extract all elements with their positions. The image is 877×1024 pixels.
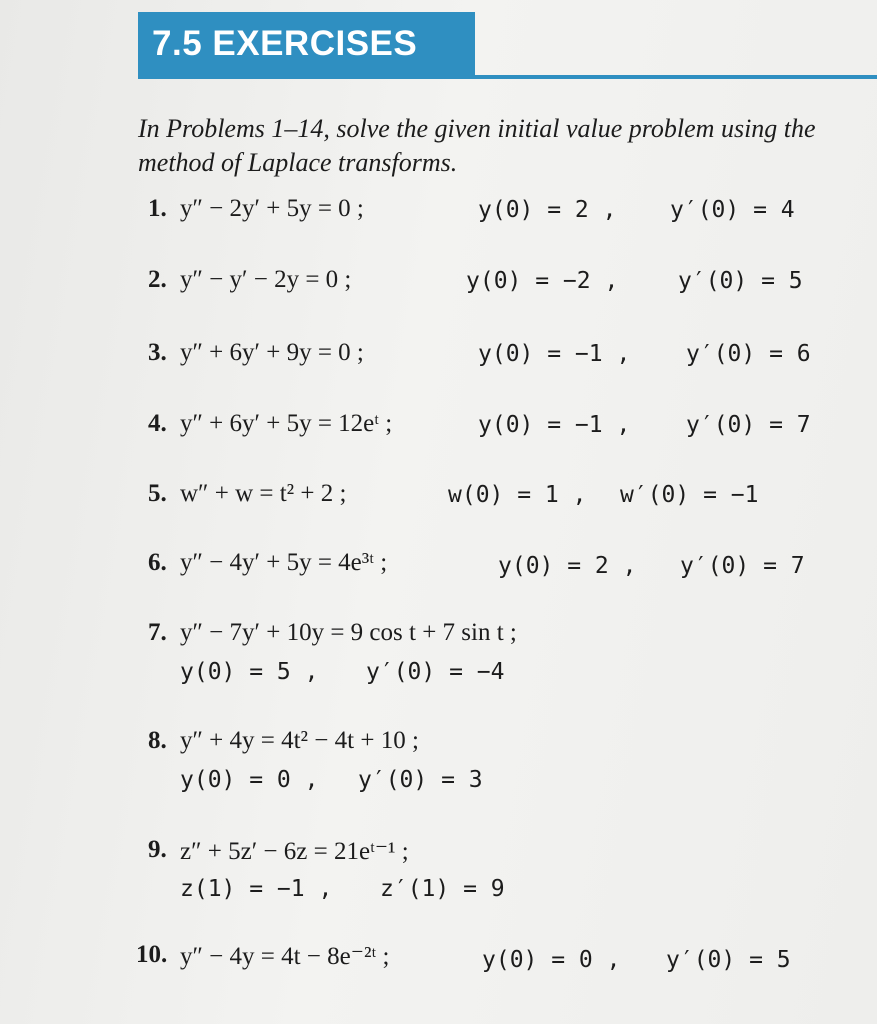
- equation: z″ + 5z′ − 6z = 21eᵗ⁻¹ ;: [180, 838, 409, 865]
- instructions: In Problems 1–14, solve the given initial value problem using the method of Laplace transforms.: [138, 114, 816, 177]
- initial-condition-2: y′(0) = 4: [670, 197, 795, 223]
- initial-condition-1: y(0) = 5 ,: [180, 659, 319, 685]
- equation: y″ − 2y′ + 5y = 0 ;: [180, 195, 364, 222]
- problem-number: 5.: [148, 480, 167, 507]
- problem-number: 4.: [148, 410, 167, 437]
- problem-number: 3.: [148, 339, 167, 366]
- initial-condition-2: y′(0) = 6: [686, 341, 811, 367]
- initial-condition-2: y′(0) = −4: [366, 659, 505, 685]
- initial-condition-2: y′(0) = 3: [358, 767, 483, 793]
- problem-number: 9.: [148, 836, 167, 863]
- equation: w″ + w = t² + 2 ;: [180, 480, 347, 507]
- header-rule: [138, 75, 877, 79]
- equation: y″ − 4y = 4t − 8e⁻²ᵗ ;: [180, 943, 390, 970]
- initial-condition-1: y(0) = −2 ,: [466, 268, 619, 294]
- problem-number: 10.: [136, 941, 168, 968]
- initial-condition-2: y′(0) = 7: [686, 412, 811, 438]
- initial-condition-1: y(0) = 2 ,: [498, 553, 637, 579]
- initial-condition-2: y′(0) = 5: [678, 268, 803, 294]
- initial-condition-1: z(1) = −1 ,: [180, 876, 333, 902]
- initial-condition-1: y(0) = 0 ,: [482, 947, 621, 973]
- section-title: 7.5 EXERCISES: [152, 23, 418, 63]
- equation: y″ − 4y′ + 5y = 4e³ᵗ ;: [180, 549, 388, 576]
- problem-number: 1.: [148, 195, 167, 222]
- initial-condition-1: w(0) = 1 ,: [448, 482, 587, 508]
- equation: y″ + 6y′ + 9y = 0 ;: [180, 339, 364, 366]
- initial-condition-2: z′(1) = 9: [380, 876, 505, 902]
- problem-number: 7.: [148, 619, 167, 646]
- problem-number: 6.: [148, 549, 167, 576]
- initial-condition-2: w′(0) = −1: [620, 482, 759, 508]
- initial-condition-1: y(0) = −1 ,: [478, 412, 631, 438]
- equation: y″ + 4y = 4t² − 4t + 10 ;: [180, 727, 419, 754]
- section-header: [138, 12, 475, 75]
- equation: y″ − 7y′ + 10y = 9 cos t + 7 sin t ;: [180, 619, 517, 646]
- problem-number: 2.: [148, 266, 167, 293]
- initial-condition-1: y(0) = −1 ,: [478, 341, 631, 367]
- problem-number: 8.: [148, 727, 167, 754]
- initial-condition-2: y′(0) = 5: [666, 947, 791, 973]
- initial-condition-1: y(0) = 2 ,: [478, 197, 617, 223]
- equation: y″ + 6y′ + 5y = 12eᵗ ;: [180, 410, 393, 437]
- initial-condition-1: y(0) = 0 ,: [180, 767, 319, 793]
- equation: y″ − y′ − 2y = 0 ;: [180, 266, 352, 293]
- initial-condition-2: y′(0) = 7: [680, 553, 805, 579]
